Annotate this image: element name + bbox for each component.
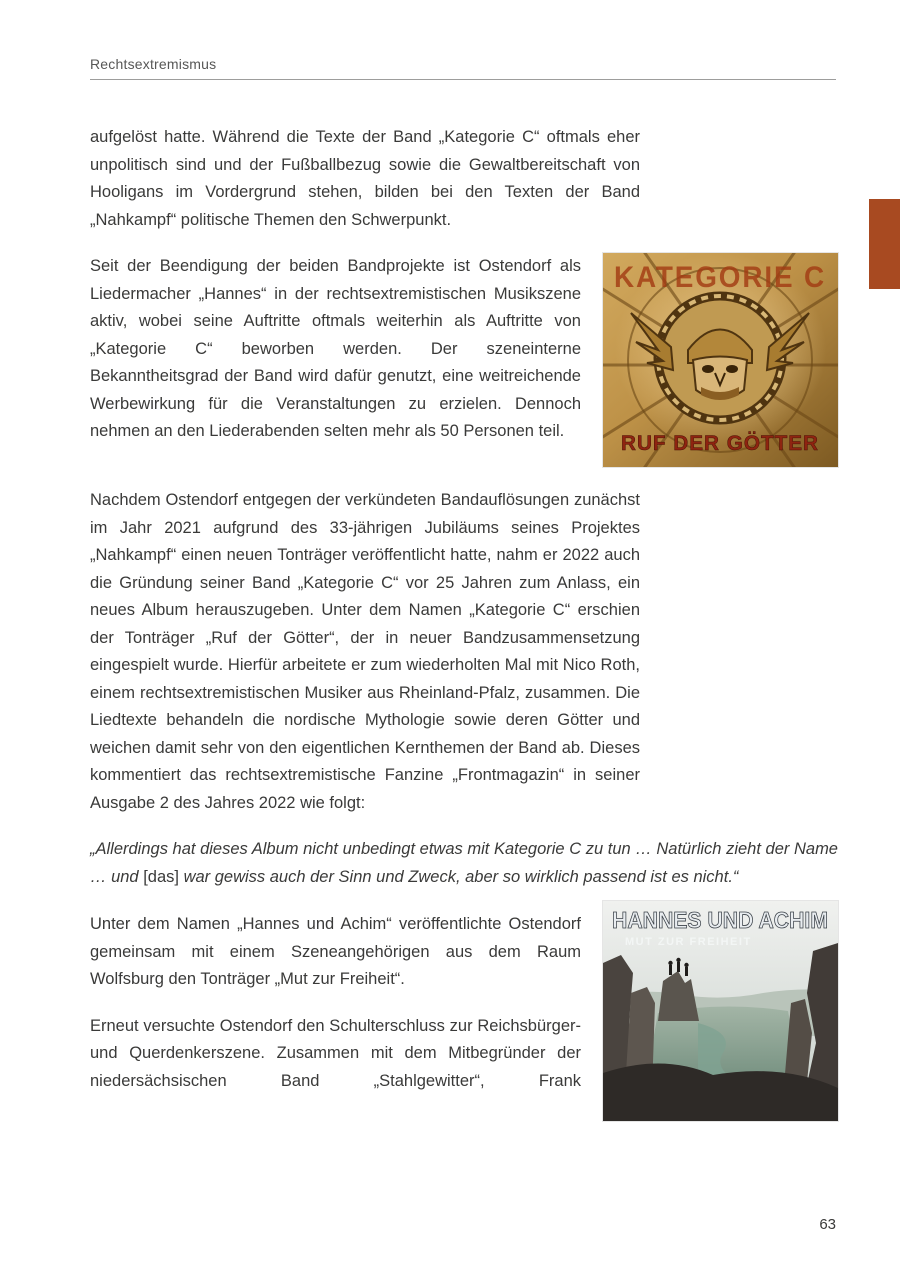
paragraph-2: Seit der Beendigung der beiden Bandprojekte ist Ostendorf als Liedermacher „Hannes“ in der rechtsextremistischen Musikszene aktiv, wobei seine Auftritte oftmals weiterhin als Auftritte von „Kategorie C“ beworben werden. Der szeneinterne Bekanntheitsgrad der Band wird dafür genutzt, eine weitreichende Werbewirkung für die Veranstaltungen zu erzielen. Dennoch nehmen an den Liederabenden selten mehr als 50 Personen teil. — [90, 257, 581, 440]
page-number: 63 — [819, 1216, 836, 1233]
quote-part-2: [das] — [143, 867, 179, 886]
running-header: Rechtsextremismus — [90, 56, 217, 72]
paragraph-4: Unter dem Namen „Hannes und Achim“ veröffentlichte Ostendorf gemeinsam mit einem Szeneangehörigen aus dem Raum Wolfsburg den Tonträger „Mut zur Freiheit“. — [90, 915, 581, 988]
chapter-edge-tab — [869, 199, 900, 289]
page-content — [90, 124, 838, 1141]
album-cover-mut-zur-freiheit — [603, 901, 838, 1121]
cover-artist-name: HANNES UND ACHIM — [612, 907, 828, 933]
paragraph-1: aufgelöst hatte. Während die Texte der Band „Kategorie C“ oftmals eher unpolitisch sind und der Fußballbezug sowie die Gewaltbereitschaft von Hooligans im Vordergrund stehen, bilden bei den Texten der Band „Nahkampf“ politische Themen den Schwerpunkt. — [90, 128, 640, 229]
odin-face — [693, 357, 747, 401]
quote-part-3: war gewiss auch der Sinn und Zweck, aber so wirklich passend ist es nicht.“ — [178, 867, 739, 886]
header-rule — [90, 79, 836, 80]
cover-album-title: MUT ZUR FREIHEIT — [625, 936, 752, 948]
paragraph-3: Nachdem Ostendorf entgegen der verkündeten Bandauflösungen zunächst im Jahr 2021 aufgrund des 33-jährigen Jubiläums seines Projektes „Nahkampf“ einen neuen Tonträger veröffentlicht hatte, nahm er 2022 auch die Gründung seiner Band „Kategorie C“ vor 25 Jahren zum Anlass, ein neues Album herauszugeben. Unter dem Namen „Kategorie C“ erschien der Tonträger „Ruf der Götter“, der in neuer Bandzusammensetzung eingespielt wurde. Hierfür arbeitete er zum wiederholten Mal mit Nico Roth, einem rechtsextremistischen Musiker aus Rheinland-Pfalz, zusammen. Die Liedtexte behandeln die nordische Mythologie sowie deren Götter und weichen damit sehr von den eigentlichen Kernthemen der Band ab. Dieses kommentiert das rechtsextremistische Fanzine „Frontmagazin“ in seiner Ausgabe 2 des Jahres 2022 wie folgt: — [90, 491, 640, 812]
mut-zur-freiheit-cover-image — [603, 901, 838, 1121]
cover-band-name: KATEGORIE C — [614, 261, 826, 294]
ruf-der-goetter-cover-image — [603, 253, 838, 467]
paragraph-5: Erneut versuchte Ostendorf den Schulterschluss zur Reichsbürger- und Querdenkerszene. Zusammen mit dem Mitbegründer der niedersächsischen Band „Stahlgewitter“, Frank — [90, 1016, 581, 1090]
quote-part-1: „Allerdings hat dieses Album nicht unbedingt etwas mit Kategorie C zu tun … Natürlich zieht der Name … und — [90, 840, 838, 886]
cover-album-title: RUF DER GÖTTER — [621, 432, 819, 455]
fanzine-quote — [90, 836, 838, 891]
album-cover-ruf-der-goetter — [603, 253, 838, 467]
